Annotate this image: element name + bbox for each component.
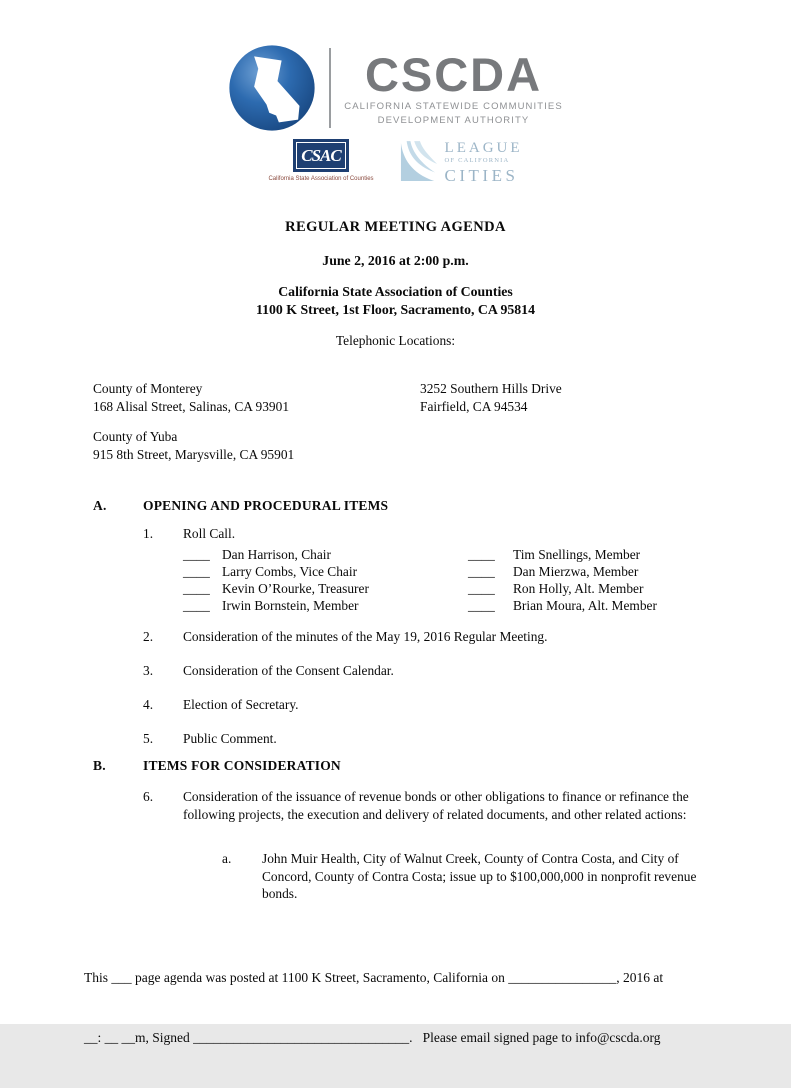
roll-call-blank: ____ bbox=[183, 547, 210, 562]
meeting-datetime: June 2, 2016 at 2:00 p.m. bbox=[322, 253, 469, 268]
roll-call-name: Dan Mierzwa, Member bbox=[513, 564, 639, 579]
agenda-item-6 bbox=[143, 788, 705, 823]
posting-certification-note bbox=[84, 928, 732, 1088]
item-text: John Muir Health, City of Walnut Creek, County of Contra Costa, and City of Concord, County of Contra Costa; issue up to $100,000,000 in nonprofit revenue bonds. bbox=[262, 851, 697, 901]
section-title: ITEMS FOR CONSIDERATION bbox=[143, 758, 341, 773]
league-wordmark bbox=[445, 141, 523, 184]
csac-acronym: CSAC bbox=[301, 145, 341, 165]
roll-call-blank: ____ bbox=[468, 547, 495, 562]
item-number: 5. bbox=[143, 731, 154, 746]
item-text: Consideration of the issuance of revenue bonds or other obligations to finance or refinance the following projects, the execution and delivery of related documents, and other related actions: bbox=[183, 789, 689, 822]
venue-name: California State Association of Counties bbox=[278, 284, 513, 299]
logo-divider bbox=[329, 48, 331, 128]
roll-call-blank: ____ bbox=[183, 598, 210, 613]
item-text: Consideration of the minutes of the May 19, 2016 Regular Meeting. bbox=[183, 629, 548, 644]
agenda-item-6a bbox=[222, 850, 714, 903]
venue-address: 1100 K Street, 1st Floor, Sacramento, CA 95814 bbox=[256, 301, 535, 317]
agenda-item-4 bbox=[143, 696, 705, 714]
roll-call-list bbox=[183, 547, 657, 615]
agenda-item-5 bbox=[143, 730, 705, 748]
roll-call-name: Irwin Bornstein, Member bbox=[222, 598, 359, 613]
roll-call-row bbox=[183, 547, 657, 564]
location-row-1 bbox=[93, 380, 713, 415]
item-number: 1. bbox=[143, 526, 154, 541]
section-label: B. bbox=[93, 758, 106, 773]
csac-logo bbox=[268, 139, 373, 182]
location-address-line1: 3252 Southern Hills Drive bbox=[420, 381, 562, 396]
roll-call-row bbox=[183, 564, 657, 581]
location-row-2 bbox=[93, 428, 713, 463]
roll-call-name: Tim Snellings, Member bbox=[513, 547, 641, 562]
roll-call-name: Dan Harrison, Chair bbox=[222, 547, 331, 562]
item-text: Roll Call. bbox=[183, 526, 236, 541]
item-number: 2. bbox=[143, 629, 154, 644]
roll-call-name: Brian Moura, Alt. Member bbox=[513, 598, 657, 613]
agenda-item-3 bbox=[143, 662, 705, 680]
roll-call-blank: ____ bbox=[183, 581, 210, 596]
item-number: a. bbox=[222, 851, 232, 866]
league-line3: CITIES bbox=[444, 165, 519, 185]
cscda-acronym: CSCDA bbox=[364, 47, 543, 101]
section-b-heading bbox=[93, 758, 341, 774]
location-address: 168 Alisal Street, Salinas, CA 93901 bbox=[93, 398, 290, 414]
league-line2: OF CALIFORNIA bbox=[444, 157, 510, 164]
item-text: Consideration of the Consent Calendar. bbox=[183, 663, 394, 678]
roll-call-name: Kevin O’Rourke, Treasurer bbox=[222, 581, 369, 596]
csac-caption: California State Association of Counties bbox=[268, 176, 374, 182]
item-text: Election of Secretary. bbox=[183, 697, 299, 712]
cscda-subtitle-line2: DEVELOPMENT AUTHORITY bbox=[377, 114, 530, 126]
partner-logos bbox=[0, 139, 791, 184]
location-yuba bbox=[93, 428, 420, 463]
location-address: 915 8th Street, Marysville, CA 95901 bbox=[93, 446, 295, 462]
location-monterey bbox=[93, 380, 420, 415]
cscda-logo bbox=[0, 44, 791, 132]
location-fairfield bbox=[420, 380, 713, 415]
item-number: 6. bbox=[143, 789, 154, 804]
roll-call-blank: ____ bbox=[468, 598, 495, 613]
section-a-heading bbox=[93, 498, 388, 514]
meeting-venue bbox=[0, 283, 791, 318]
section-title: OPENING AND PROCEDURAL ITEMS bbox=[143, 498, 389, 513]
item-number: 3. bbox=[143, 663, 154, 678]
footer-line1: This ___ page agenda was posted at 1100 K Street, Sacramento, California on ________________, 2016 at bbox=[84, 970, 664, 985]
league-of-california-cities-logo bbox=[400, 139, 523, 184]
roll-call-row bbox=[183, 581, 657, 598]
footer-line2: __: __ __m, Signed ________________________________. Please email signed page to info@cscda.org bbox=[84, 1030, 661, 1045]
roll-call-blank: ____ bbox=[183, 564, 210, 579]
roll-call-blank: ____ bbox=[468, 564, 495, 579]
agenda-item-1 bbox=[143, 525, 705, 543]
cscda-wordmark bbox=[344, 47, 563, 126]
roll-call-row bbox=[183, 598, 657, 615]
telephonic-locations bbox=[93, 380, 713, 463]
roll-call-name: Larry Combs, Vice Chair bbox=[222, 564, 358, 579]
california-state-icon bbox=[228, 44, 316, 132]
location-address-line2: Fairfield, CA 94534 bbox=[420, 398, 528, 414]
roll-call-blank: ____ bbox=[468, 581, 495, 596]
location-name: County of Monterey bbox=[93, 381, 203, 396]
cscda-subtitle-line1: CALIFORNIA STATEWIDE COMMUNITIES bbox=[344, 100, 563, 112]
roll-call-name: Ron Holly, Alt. Member bbox=[513, 581, 644, 596]
item-text: Public Comment. bbox=[183, 731, 277, 746]
document-title: REGULAR MEETING AGENDA bbox=[285, 219, 506, 235]
telephonic-locations-label: Telephonic Locations: bbox=[335, 333, 456, 348]
location-name: County of Yuba bbox=[93, 429, 178, 444]
agenda-item-2 bbox=[143, 628, 705, 646]
league-swoosh-icon bbox=[400, 141, 438, 183]
csac-icon bbox=[293, 139, 349, 172]
section-label: A. bbox=[93, 498, 107, 513]
league-line1: LEAGUE bbox=[444, 140, 523, 156]
item-number: 4. bbox=[143, 697, 154, 712]
